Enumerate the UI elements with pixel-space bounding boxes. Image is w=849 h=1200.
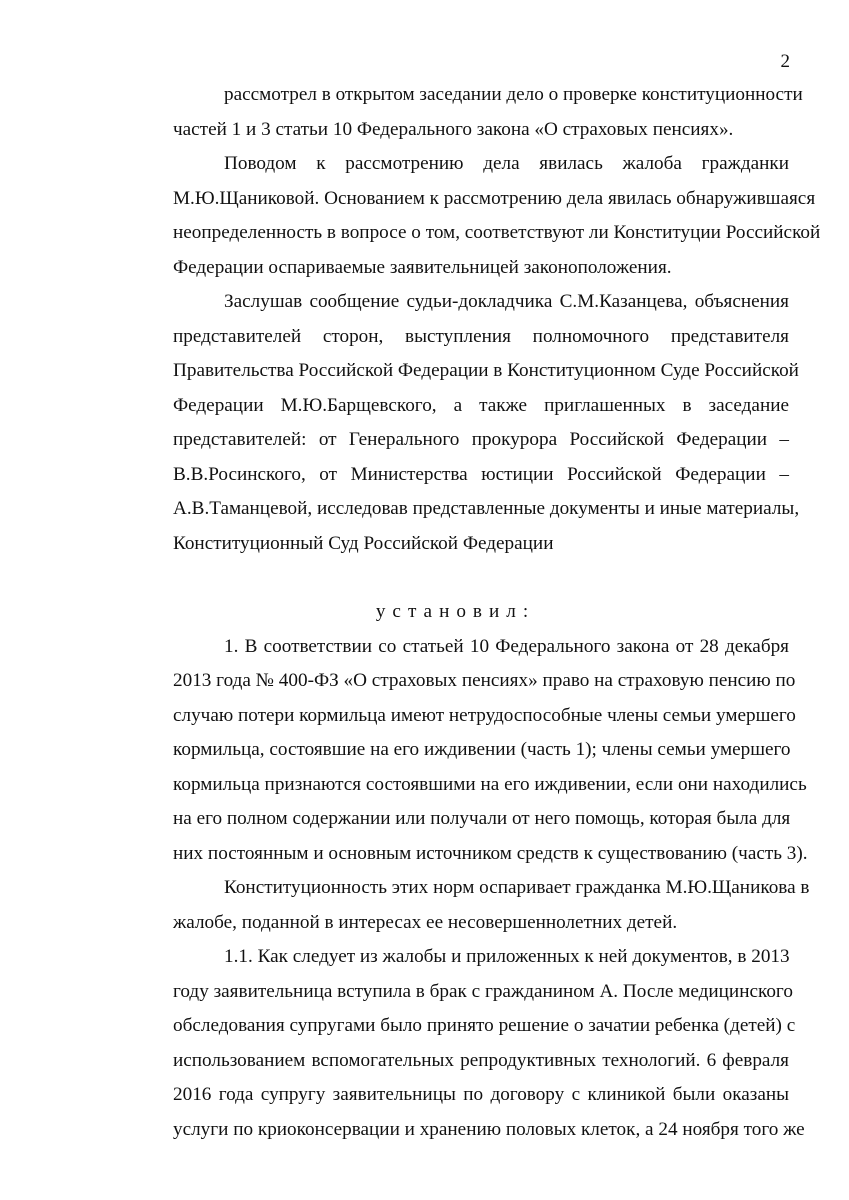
text-line: году заявительница вступила в брак с гражданином А. После медицинского — [173, 980, 793, 1002]
text-line: Конституционность этих норм оспаривает гражданка М.Ю.Щаникова в — [224, 877, 810, 898]
text-line: частей 1 и 3 статьи 10 Федерального закона «О страховых пенсиях». — [173, 118, 734, 140]
paragraph-point-1-1 — [122, 940, 805, 1147]
text-line: кормильца, состоявшие на его иждивении (часть 1); члены семьи умершего — [173, 739, 791, 760]
text-line: них постоянным и основным источником средств к существованию (часть 3). — [173, 842, 808, 864]
text-line: Федерации М.Ю.Барщевского, а также приглашенных в заседание — [173, 394, 789, 416]
text-line: М.Ю.Щаниковой. Основанием к рассмотрению дела явилась обнаружившаяся — [173, 187, 816, 209]
text-line: Правительства Российской Федерации в Конституционном Суде Российской — [173, 360, 799, 381]
paragraph-complaint — [122, 871, 810, 940]
text-line: случаю потери кормильца имеют нетрудоспособные члены семьи умершего — [173, 704, 796, 726]
text-line: обследования супругами было принято решение о зачатии ребенка (детей) с — [173, 1015, 796, 1036]
text-line: 2013 года № 400-ФЗ «О страховых пенсиях» право на страховую пенсию по — [173, 670, 796, 691]
text-line: Заслушав сообщение судьи-докладчика С.М.Казанцева, объяснения — [224, 291, 789, 312]
text-line: Конституционный Суд Российской Федерации — [173, 532, 554, 554]
text-line: услуги по криоконсервации и хранению половых клеток, а 24 ноября того же — [173, 1118, 805, 1140]
text-line: кормильца признаются состоявшими на его иждивении, если они находились — [173, 773, 807, 795]
text-line: 2016 года супругу заявительницы по договору с клиникой были оказаны — [173, 1084, 789, 1105]
text-line: Федерации оспариваемые заявительницей законоположения. — [173, 256, 672, 278]
text-line: рассмотрел в открытом заседании дело о проверке конституционности — [224, 84, 803, 105]
text-line: В.В.Росинского, от Министерства юстиции Российской Федерации – — [173, 463, 789, 485]
section-heading: установил: — [375, 601, 536, 622]
text-line: жалобе, поданной в интересах ее несовершеннолетних детей. — [173, 911, 678, 933]
text-line: 1. В соответствии со статьей 10 Федерального закона от 28 декабря — [224, 635, 789, 657]
text-line: использованием вспомогательных репродуктивных технологий. 6 февраля — [173, 1049, 789, 1071]
paragraph-point-1 — [122, 630, 808, 872]
document-body — [122, 78, 821, 1147]
page-number: 2 — [780, 51, 790, 72]
paragraph-grounds — [122, 147, 821, 285]
text-line: представителей сторон, выступления полномочного представителя — [173, 325, 789, 347]
text-line: на его полном содержании или получали от него помощь, которая была для — [173, 808, 791, 829]
text-line: 1.1. Как следует из жалобы и приложенных к ней документов, в 2013 — [224, 946, 790, 967]
paragraph-hearing — [122, 285, 800, 561]
text-line: неопределенность в вопросе о том, соответствуют ли Конституции Российской — [173, 222, 821, 243]
text-line: представителей: от Генерального прокурора Российской Федерации – — [173, 429, 789, 450]
paragraph-intro — [122, 78, 803, 147]
text-line: Поводом к рассмотрению дела явилась жалоба гражданки — [224, 153, 789, 174]
text-line: А.В.Таманцевой, исследовав представленные документы и иные материалы, — [173, 498, 800, 519]
